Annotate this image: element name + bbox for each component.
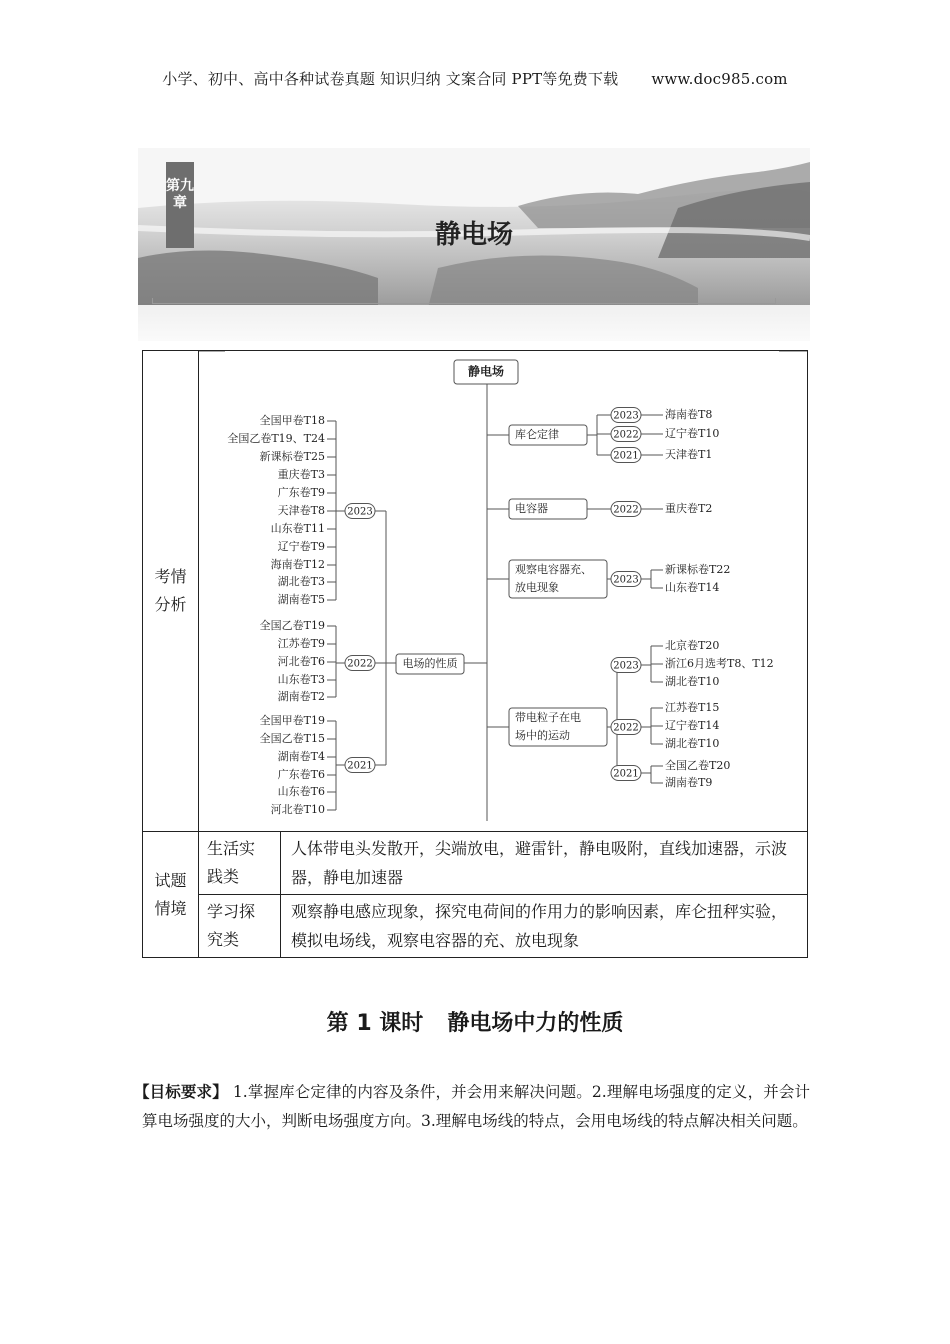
- scenario-content: 观察静电感应现象，探究电荷间的作用力的影响因素，库仑扭秤实验，模拟电场线，观察电容器的充、放电现象: [281, 895, 808, 958]
- mindmap-item: 浙江6月选考T8、T12: [665, 657, 774, 670]
- mindmap-item: 天津卷T1: [665, 448, 713, 461]
- header-site[interactable]: www.doc985.com: [651, 70, 788, 88]
- mindmap-branch-label: 库仑定律: [515, 428, 559, 441]
- analysis-table: [142, 350, 808, 958]
- mindmap-item: 山东卷T3: [277, 673, 325, 686]
- mindmap-root-label: 静电场: [467, 364, 505, 379]
- scenario-category: 生活实践类: [199, 832, 281, 895]
- scenario-label-cell: [143, 832, 199, 958]
- mindmap-item: 全国乙卷T19、T24: [227, 432, 325, 445]
- header-tagline: 小学、初中、高中各种试卷真题 知识归纳 文案合同 PPT等免费下载: [162, 70, 619, 88]
- mindmap-item: 河北卷T6: [277, 655, 325, 668]
- mindmap-year: 2022: [347, 658, 373, 670]
- mindmap-branch-label: 场中的运动: [515, 729, 570, 742]
- knowledge-mindmap: [199, 351, 807, 827]
- chapter-title: 静电场: [434, 220, 513, 250]
- mindmap-item: 新课标卷T25: [259, 450, 325, 463]
- mindmap-item: 湖南卷T4: [277, 750, 325, 763]
- mindmap-item: 湖南卷T5: [277, 593, 325, 606]
- mindmap-item: 全国乙卷T20: [665, 759, 731, 772]
- mindmap-item: 湖北卷T10: [665, 675, 720, 688]
- mindmap-year: 2022: [613, 429, 639, 441]
- mindmap-item: 辽宁卷T10: [665, 427, 720, 440]
- mindmap-year: 2021: [347, 760, 373, 772]
- mindmap-year: 2023: [613, 660, 639, 672]
- mindmap-item: 北京卷T20: [665, 639, 720, 652]
- mindmap-item: 全国甲卷T18: [259, 414, 325, 427]
- mindmap-year: 2022: [613, 722, 639, 734]
- mindmap-branch-label: 电场的性质: [402, 657, 458, 670]
- mindmap-item: 山东卷T6: [277, 785, 325, 798]
- mindmap-year: 2023: [613, 410, 639, 422]
- page-header: [0, 68, 950, 89]
- mindmap-item: 重庆卷T2: [665, 502, 713, 515]
- lesson-title: 静电场中力的性质: [447, 1011, 624, 1036]
- analysis-label-cell: [143, 351, 199, 832]
- mindmap-year: 2021: [613, 768, 639, 780]
- chapter-tab: 第九章: [166, 162, 194, 248]
- mindmap-item: 湖北卷T3: [277, 575, 325, 588]
- mindmap-item: 辽宁卷T14: [665, 719, 720, 732]
- mindmap-year: 2022: [613, 504, 639, 516]
- mindmap-item: 湖北卷T10: [665, 737, 720, 750]
- mindmap-item: 海南卷T8: [665, 408, 713, 421]
- mindmap-branch-label: 观察电容器充、: [515, 563, 592, 576]
- mindmap-item: 重庆卷T3: [277, 468, 325, 481]
- scenario-category: 学习探究类: [199, 895, 281, 958]
- mindmap-item: 辽宁卷T9: [277, 540, 325, 553]
- mindmap-item: 全国乙卷T19: [259, 619, 325, 632]
- analysis-label: 考情分析: [154, 567, 187, 614]
- goals-tag: 【目标要求】: [134, 1083, 228, 1101]
- mindmap-branch-label: 带电粒子在电: [515, 711, 581, 724]
- scenario-label: 试题情境: [154, 870, 187, 918]
- mindmap-item: 天津卷T8: [277, 504, 325, 517]
- lesson-heading: [0, 1006, 950, 1037]
- mindmap-item: 江苏卷T15: [665, 701, 720, 714]
- mindmap-year: 2023: [347, 506, 373, 518]
- mindmap-item: 全国甲卷T19: [259, 714, 325, 727]
- mindmap-item: 河北卷T10: [270, 803, 325, 816]
- mindmap-item: 广东卷T9: [277, 486, 325, 499]
- lesson-number: 第 1 课时: [326, 1011, 424, 1036]
- mindmap-item: 山东卷T14: [665, 581, 720, 594]
- mindmap-item: 海南卷T12: [270, 558, 325, 571]
- mindmap-item: 山东卷T11: [270, 522, 325, 535]
- chapter-banner: [138, 148, 810, 308]
- mindmap-year: 2021: [613, 450, 639, 462]
- mindmap-item: 广东卷T6: [277, 768, 325, 781]
- mindmap-year: 2023: [613, 574, 639, 586]
- scenario-content: 人体带电头发散开，尖端放电，避雷针，静电吸附，直线加速器，示波器，静电加速器: [281, 832, 808, 895]
- mindmap-item: 湖南卷T9: [665, 776, 713, 789]
- mindmap-item: 新课标卷T22: [665, 563, 731, 576]
- mindmap-branch-label: 放电现象: [515, 581, 559, 594]
- mindmap-item: 湖南卷T2: [277, 690, 325, 703]
- goals-text: 1.掌握库仑定律的内容及条件，并会用来解决问题。2.理解电场强度的定义，并会计算电场强度的大小，判断电场强度方向。3.理解电场线的特点，会用电场线的特点解决相关问题。: [142, 1083, 810, 1130]
- mindmap-branch-label: 电容器: [515, 502, 548, 515]
- mindmap-item: 全国乙卷T15: [259, 732, 325, 745]
- mindmap-item: 江苏卷T9: [277, 637, 325, 650]
- learning-goals: [134, 1078, 810, 1136]
- mindmap-cell: [199, 351, 808, 832]
